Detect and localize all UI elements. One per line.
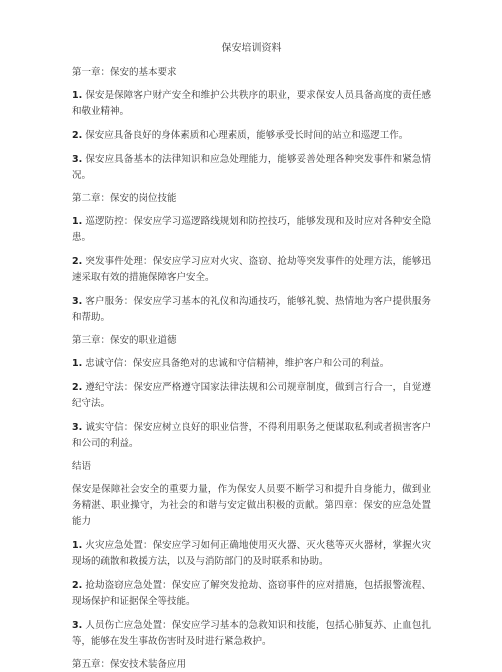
paragraph-text: 火灾应急处置：保安应学习如何正确地使用灭火器、灭火毯等灭火器材，掌握火灾现场的疏散和救援方法，以及与消防部门的及时联系和协助。 bbox=[72, 540, 431, 567]
section-heading: 第五章：保安技术装备应用 bbox=[72, 659, 187, 670]
section-5 bbox=[72, 658, 431, 672]
paragraph bbox=[72, 538, 431, 570]
item-number: 3. bbox=[72, 422, 83, 433]
item-number: 3. bbox=[72, 296, 83, 307]
section-1 bbox=[72, 66, 431, 184]
item-number: 2. bbox=[72, 382, 83, 393]
paragraph-text: 客户服务：保安应学习基本的礼仪和沟通技巧，能够礼貌、热情地为客户提供服务和帮助。 bbox=[72, 296, 431, 323]
paragraph bbox=[72, 380, 431, 412]
paragraph-text: 巡逻防控：保安应学习巡逻路线规划和防控技巧，能够发现和及时应对各种安全隐患。 bbox=[72, 216, 431, 243]
section-conclusion bbox=[72, 460, 431, 650]
item-number: 1. bbox=[72, 90, 83, 101]
paragraph-text: 保安应具备良好的身体素质和心理素质，能够承受长时间的站立和巡逻工作。 bbox=[85, 130, 409, 141]
paragraph-text: 突发事件处理：保安应学习应对火灾、盗窃、抢劫等突发事件的处理方法，能够迅速采取有效的措施保障客户安全。 bbox=[72, 256, 431, 283]
paragraph bbox=[72, 254, 431, 286]
item-number: 1. bbox=[72, 216, 83, 227]
paragraph bbox=[72, 420, 431, 452]
paragraph-text: 遵纪守法：保安应严格遵守国家法律法规和公司规章制度，做到言行合一，自觉遵纪守法。 bbox=[72, 382, 431, 409]
paragraph-text: 保安是保障客户财产安全和维护公共秩序的职业，要求保安人员具备高度的责任感和敬业精神。 bbox=[72, 90, 431, 117]
paragraph-text: 人员伤亡应急处置：保安应学习基本的急救知识和技能，包括心肺复苏、止血包扎等，能够在发生事故伤害时及时进行紧急救护。 bbox=[72, 620, 431, 647]
paragraph-text: 诚实守信：保安应树立良好的职业信誉，不得利用职务之便谋取私利或者损害客户和公司的利益。 bbox=[72, 422, 431, 449]
paragraph bbox=[72, 88, 431, 120]
section-heading: 第一章：保安的基本要求 bbox=[72, 67, 177, 78]
paragraph-text: 保安应具备基本的法律知识和应急处理能力，能够妥善处理各种突发事件和紧急情况。 bbox=[72, 154, 431, 181]
paragraph bbox=[72, 578, 431, 610]
section-3 bbox=[72, 334, 431, 452]
document-title: 保安培训资料 bbox=[221, 43, 282, 54]
item-number: 2. bbox=[72, 256, 83, 267]
paragraph bbox=[72, 482, 431, 530]
section-heading: 第三章：保安的职业道德 bbox=[72, 335, 177, 346]
paragraph bbox=[72, 128, 431, 144]
paragraph bbox=[72, 152, 431, 184]
paragraph bbox=[72, 356, 431, 372]
item-number: 2. bbox=[72, 130, 83, 141]
section-2 bbox=[72, 192, 431, 326]
paragraph-text: 保安是保障社会安全的重要力量，作为保安人员要不断学习和提升自身能力，做到业务精湛、职业操守，为社会的和谐与安定做出积极的贡献。第四章：保安的应急处置能力 bbox=[72, 484, 431, 527]
paragraph bbox=[72, 618, 431, 650]
paragraph-text: 忠诚守信：保安应具备绝对的忠诚和守信精神，维护客户和公司的利益。 bbox=[85, 358, 390, 369]
item-number: 3. bbox=[72, 154, 83, 165]
section-heading: 第二章：保安的岗位技能 bbox=[72, 193, 177, 204]
item-number: 1. bbox=[72, 540, 83, 551]
paragraph-text: 抢劫盗窃应急处置：保安应了解突发抢劫、盗窃事件的应对措施，包括报警流程、现场保护和证据保全等技能。 bbox=[72, 580, 431, 607]
section-heading: 结语 bbox=[72, 461, 92, 472]
paragraph bbox=[72, 294, 431, 326]
paragraph bbox=[72, 214, 431, 246]
item-number: 3. bbox=[72, 620, 83, 631]
item-number: 1. bbox=[72, 358, 83, 369]
item-number: 2. bbox=[72, 580, 83, 591]
